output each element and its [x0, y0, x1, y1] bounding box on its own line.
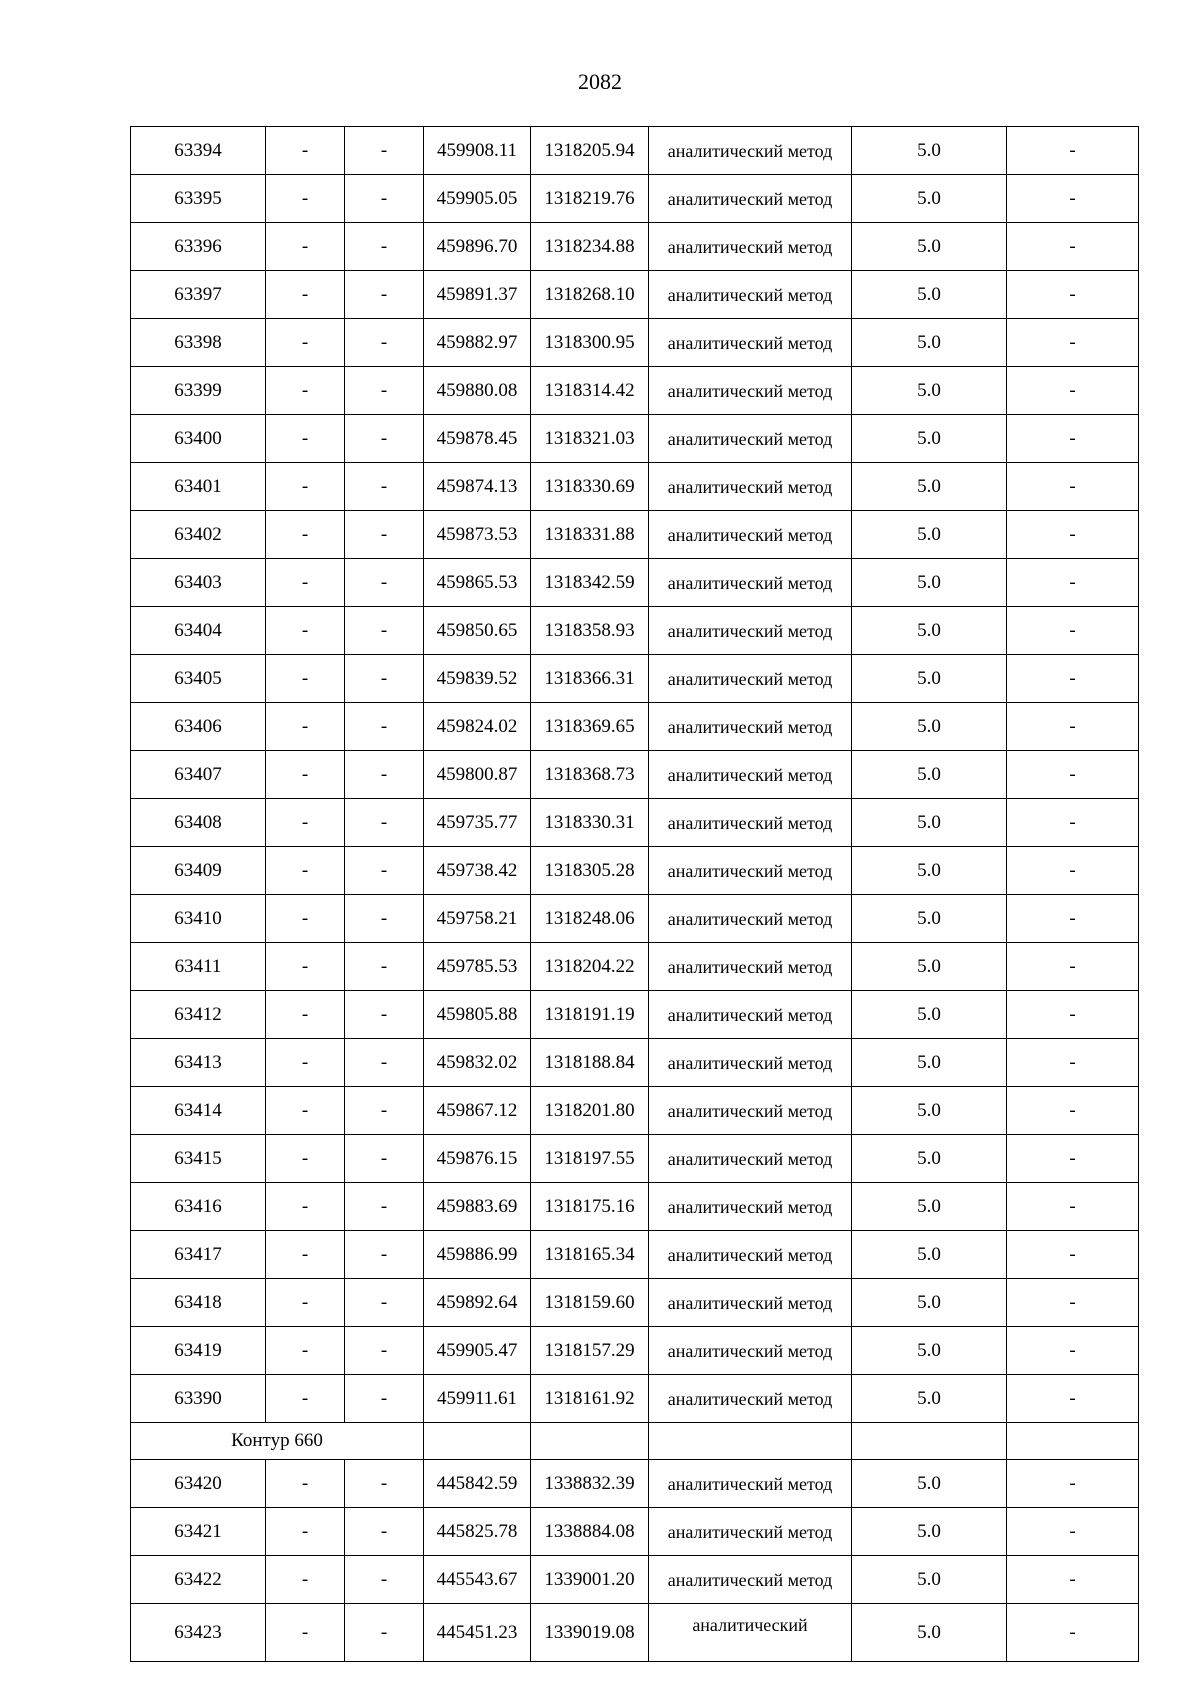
table-row: [131, 1556, 1139, 1604]
point-id-cell: 63402: [131, 511, 266, 559]
accuracy-cell: 5.0: [852, 223, 1007, 271]
y-coordinate-cell: 1318366.31: [531, 655, 649, 703]
dash-cell: -: [345, 703, 424, 751]
method-cell: аналитический метод: [649, 1231, 852, 1279]
dash-cell: -: [345, 1604, 424, 1662]
dash-cell: -: [345, 175, 424, 223]
table-row: [131, 127, 1139, 175]
table-row: [131, 367, 1139, 415]
method-cell: аналитический метод: [649, 1375, 852, 1423]
note-cell: -: [1007, 1556, 1139, 1604]
x-coordinate-cell: 445842.59: [424, 1460, 531, 1508]
dash-cell: -: [266, 1279, 345, 1327]
x-coordinate-cell: 459839.52: [424, 655, 531, 703]
x-coordinate-cell: 459882.97: [424, 319, 531, 367]
dash-cell: -: [266, 1375, 345, 1423]
dash-cell: -: [345, 415, 424, 463]
note-cell: -: [1007, 1279, 1139, 1327]
point-id-cell: 63422: [131, 1556, 266, 1604]
method-cell: аналитический метод: [649, 1087, 852, 1135]
x-coordinate-cell: 459911.61: [424, 1375, 531, 1423]
table-row: [131, 1375, 1139, 1423]
x-coordinate-cell: 459832.02: [424, 1039, 531, 1087]
table-row: [131, 511, 1139, 559]
method-cell: аналитический метод: [649, 703, 852, 751]
point-id-cell: 63403: [131, 559, 266, 607]
dash-cell: -: [345, 1508, 424, 1556]
point-id-cell: 63418: [131, 1279, 266, 1327]
x-coordinate-cell: 459867.12: [424, 1087, 531, 1135]
method-cell: аналитический метод: [649, 1183, 852, 1231]
dash-cell: -: [266, 559, 345, 607]
method-cell: аналитический метод: [649, 1135, 852, 1183]
empty-cell: [1007, 1423, 1139, 1460]
table-row: [131, 559, 1139, 607]
note-cell: -: [1007, 751, 1139, 799]
dash-cell: -: [345, 847, 424, 895]
table-row: [131, 1508, 1139, 1556]
y-coordinate-cell: 1318314.42: [531, 367, 649, 415]
x-coordinate-cell: 459880.08: [424, 367, 531, 415]
dash-cell: -: [266, 991, 345, 1039]
dash-cell: -: [266, 799, 345, 847]
accuracy-cell: 5.0: [852, 703, 1007, 751]
note-cell: -: [1007, 607, 1139, 655]
table-row: [131, 319, 1139, 367]
method-cell: аналитический метод: [649, 1039, 852, 1087]
y-coordinate-cell: 1318358.93: [531, 607, 649, 655]
table-row: [131, 223, 1139, 271]
accuracy-cell: 5.0: [852, 127, 1007, 175]
accuracy-cell: 5.0: [852, 1279, 1007, 1327]
point-id-cell: 63423: [131, 1604, 266, 1662]
point-id-cell: 63415: [131, 1135, 266, 1183]
dash-cell: -: [345, 1231, 424, 1279]
x-coordinate-cell: 459878.45: [424, 415, 531, 463]
table-row: [131, 271, 1139, 319]
dash-cell: -: [345, 223, 424, 271]
method-cell: аналитический метод: [649, 1508, 852, 1556]
point-id-cell: 63390: [131, 1375, 266, 1423]
y-coordinate-cell: 1318188.84: [531, 1039, 649, 1087]
dash-cell: -: [345, 655, 424, 703]
accuracy-cell: 5.0: [852, 271, 1007, 319]
y-coordinate-cell: 1318248.06: [531, 895, 649, 943]
x-coordinate-cell: 459883.69: [424, 1183, 531, 1231]
note-cell: -: [1007, 175, 1139, 223]
method-cell: аналитический метод: [649, 415, 852, 463]
dash-cell: -: [266, 1183, 345, 1231]
method-cell: аналитический метод: [649, 943, 852, 991]
note-cell: -: [1007, 559, 1139, 607]
x-coordinate-cell: 459758.21: [424, 895, 531, 943]
point-id-cell: 63416: [131, 1183, 266, 1231]
dash-cell: -: [266, 1039, 345, 1087]
method-cell: аналитический метод: [649, 895, 852, 943]
point-id-cell: 63409: [131, 847, 266, 895]
dash-cell: -: [345, 511, 424, 559]
accuracy-cell: 5.0: [852, 895, 1007, 943]
table-row: [131, 991, 1139, 1039]
point-id-cell: 63399: [131, 367, 266, 415]
y-coordinate-cell: 1318197.55: [531, 1135, 649, 1183]
method-cell: аналитический метод: [649, 223, 852, 271]
y-coordinate-cell: 1318305.28: [531, 847, 649, 895]
accuracy-cell: 5.0: [852, 799, 1007, 847]
note-cell: -: [1007, 463, 1139, 511]
dash-cell: -: [266, 1135, 345, 1183]
accuracy-cell: 5.0: [852, 1375, 1007, 1423]
dash-cell: -: [345, 1460, 424, 1508]
page-number: 2082: [578, 69, 622, 94]
dash-cell: -: [266, 1327, 345, 1375]
dash-cell: -: [266, 319, 345, 367]
x-coordinate-cell: 459824.02: [424, 703, 531, 751]
note-cell: -: [1007, 271, 1139, 319]
y-coordinate-cell: 1318204.22: [531, 943, 649, 991]
point-id-cell: 63408: [131, 799, 266, 847]
accuracy-cell: 5.0: [852, 1183, 1007, 1231]
note-cell: -: [1007, 1604, 1139, 1662]
note-cell: -: [1007, 367, 1139, 415]
dash-cell: -: [266, 271, 345, 319]
dash-cell: -: [266, 895, 345, 943]
point-id-cell: 63407: [131, 751, 266, 799]
table-row: [131, 751, 1139, 799]
table-row: [131, 1279, 1139, 1327]
accuracy-cell: 5.0: [852, 559, 1007, 607]
dash-cell: -: [345, 1556, 424, 1604]
table-row: [131, 1183, 1139, 1231]
accuracy-cell: 5.0: [852, 511, 1007, 559]
y-coordinate-cell: 1318157.29: [531, 1327, 649, 1375]
method-cell: аналитический метод: [649, 511, 852, 559]
accuracy-cell: 5.0: [852, 1039, 1007, 1087]
accuracy-cell: 5.0: [852, 175, 1007, 223]
table-row: [131, 415, 1139, 463]
dash-cell: -: [345, 799, 424, 847]
dash-cell: -: [266, 1508, 345, 1556]
point-id-cell: 63400: [131, 415, 266, 463]
table-row: [131, 463, 1139, 511]
dash-cell: -: [345, 895, 424, 943]
note-cell: -: [1007, 799, 1139, 847]
dash-cell: -: [345, 1375, 424, 1423]
method-cell: аналитический метод: [649, 1279, 852, 1327]
point-id-cell: 63421: [131, 1508, 266, 1556]
x-coordinate-cell: 459738.42: [424, 847, 531, 895]
y-coordinate-cell: 1318219.76: [531, 175, 649, 223]
accuracy-cell: 5.0: [852, 1135, 1007, 1183]
dash-cell: -: [345, 1135, 424, 1183]
accuracy-cell: 5.0: [852, 751, 1007, 799]
note-cell: -: [1007, 655, 1139, 703]
table-row: [131, 799, 1139, 847]
accuracy-cell: 5.0: [852, 847, 1007, 895]
y-coordinate-cell: 1318368.73: [531, 751, 649, 799]
x-coordinate-cell: 459873.53: [424, 511, 531, 559]
note-cell: -: [1007, 319, 1139, 367]
accuracy-cell: 5.0: [852, 1604, 1007, 1662]
point-id-cell: 63401: [131, 463, 266, 511]
method-cell: аналитический метод: [649, 463, 852, 511]
dash-cell: -: [266, 127, 345, 175]
point-id-cell: 63406: [131, 703, 266, 751]
y-coordinate-cell: 1318342.59: [531, 559, 649, 607]
note-cell: -: [1007, 1375, 1139, 1423]
table-row: [131, 175, 1139, 223]
point-id-cell: 63405: [131, 655, 266, 703]
dash-cell: -: [266, 463, 345, 511]
x-coordinate-cell: 459800.87: [424, 751, 531, 799]
empty-cell: [531, 1423, 649, 1460]
empty-cell: [424, 1423, 531, 1460]
dash-cell: -: [266, 1556, 345, 1604]
dash-cell: -: [266, 751, 345, 799]
table-row: [131, 1087, 1139, 1135]
method-cell: аналитический метод: [649, 607, 852, 655]
note-cell: -: [1007, 1183, 1139, 1231]
note-cell: -: [1007, 1508, 1139, 1556]
x-coordinate-cell: 459865.53: [424, 559, 531, 607]
y-coordinate-cell: 1318369.65: [531, 703, 649, 751]
x-coordinate-cell: 459892.64: [424, 1279, 531, 1327]
note-cell: -: [1007, 511, 1139, 559]
table-row: [131, 847, 1139, 895]
dash-cell: -: [266, 367, 345, 415]
empty-cell: [852, 1423, 1007, 1460]
method-cell: аналитический метод: [649, 991, 852, 1039]
accuracy-cell: 5.0: [852, 463, 1007, 511]
dash-cell: -: [345, 1087, 424, 1135]
dash-cell: -: [266, 607, 345, 655]
method-cell: аналитический метод: [649, 127, 852, 175]
y-coordinate-cell: 1318330.31: [531, 799, 649, 847]
x-coordinate-cell: 459896.70: [424, 223, 531, 271]
dash-cell: -: [345, 943, 424, 991]
note-cell: -: [1007, 1231, 1139, 1279]
note-cell: -: [1007, 1039, 1139, 1087]
section-header-row: [131, 1423, 1139, 1460]
table-body: [131, 127, 1139, 1662]
note-cell: -: [1007, 127, 1139, 175]
x-coordinate-cell: 445451.23: [424, 1604, 531, 1662]
table-row: [131, 1327, 1139, 1375]
accuracy-cell: 5.0: [852, 319, 1007, 367]
y-coordinate-cell: 1318201.80: [531, 1087, 649, 1135]
table-row: [131, 895, 1139, 943]
dash-cell: -: [345, 463, 424, 511]
y-coordinate-cell: 1318205.94: [531, 127, 649, 175]
dash-cell: -: [266, 943, 345, 991]
y-coordinate-cell: 1339019.08: [531, 1604, 649, 1662]
dash-cell: -: [266, 655, 345, 703]
x-coordinate-cell: 459886.99: [424, 1231, 531, 1279]
accuracy-cell: 5.0: [852, 415, 1007, 463]
x-coordinate-cell: 459891.37: [424, 271, 531, 319]
table-row: [131, 943, 1139, 991]
point-id-cell: 63412: [131, 991, 266, 1039]
accuracy-cell: 5.0: [852, 1327, 1007, 1375]
dash-cell: -: [345, 319, 424, 367]
accuracy-cell: 5.0: [852, 1556, 1007, 1604]
accuracy-cell: 5.0: [852, 991, 1007, 1039]
note-cell: -: [1007, 1087, 1139, 1135]
point-id-cell: 63419: [131, 1327, 266, 1375]
y-coordinate-cell: 1318268.10: [531, 271, 649, 319]
x-coordinate-cell: 459905.47: [424, 1327, 531, 1375]
method-cell: аналитический метод: [649, 847, 852, 895]
accuracy-cell: 5.0: [852, 943, 1007, 991]
x-coordinate-cell: 459785.53: [424, 943, 531, 991]
dash-cell: -: [345, 1327, 424, 1375]
method-cell: аналитический: [649, 1604, 852, 1662]
x-coordinate-cell: 459876.15: [424, 1135, 531, 1183]
table-row: [131, 1231, 1139, 1279]
note-cell: -: [1007, 991, 1139, 1039]
dash-cell: -: [266, 1231, 345, 1279]
dash-cell: -: [345, 1183, 424, 1231]
point-id-cell: 63410: [131, 895, 266, 943]
accuracy-cell: 5.0: [852, 367, 1007, 415]
dash-cell: -: [345, 607, 424, 655]
y-coordinate-cell: 1318191.19: [531, 991, 649, 1039]
y-coordinate-cell: 1338884.08: [531, 1508, 649, 1556]
point-id-cell: 63413: [131, 1039, 266, 1087]
method-cell: аналитический метод: [649, 1327, 852, 1375]
dash-cell: -: [345, 1039, 424, 1087]
point-id-cell: 63411: [131, 943, 266, 991]
method-cell: аналитический метод: [649, 1460, 852, 1508]
point-id-cell: 63398: [131, 319, 266, 367]
y-coordinate-cell: 1318161.92: [531, 1375, 649, 1423]
method-cell: аналитический метод: [649, 751, 852, 799]
accuracy-cell: 5.0: [852, 655, 1007, 703]
table-row: [131, 1039, 1139, 1087]
y-coordinate-cell: 1318175.16: [531, 1183, 649, 1231]
y-coordinate-cell: 1318234.88: [531, 223, 649, 271]
dash-cell: -: [266, 1604, 345, 1662]
y-coordinate-cell: 1318159.60: [531, 1279, 649, 1327]
point-id-cell: 63394: [131, 127, 266, 175]
dash-cell: -: [266, 1460, 345, 1508]
dash-cell: -: [345, 271, 424, 319]
point-id-cell: 63404: [131, 607, 266, 655]
note-cell: -: [1007, 847, 1139, 895]
point-id-cell: 63420: [131, 1460, 266, 1508]
table-row: [131, 607, 1139, 655]
table-row: [131, 655, 1139, 703]
empty-cell: [649, 1423, 852, 1460]
y-coordinate-cell: 1318321.03: [531, 415, 649, 463]
y-coordinate-cell: 1318331.88: [531, 511, 649, 559]
point-id-cell: 63417: [131, 1231, 266, 1279]
point-id-cell: 63395: [131, 175, 266, 223]
note-cell: -: [1007, 943, 1139, 991]
point-id-cell: 63396: [131, 223, 266, 271]
dash-cell: -: [345, 127, 424, 175]
coordinates-table: [130, 126, 1139, 1662]
dash-cell: -: [266, 703, 345, 751]
method-cell: аналитический метод: [649, 319, 852, 367]
y-coordinate-cell: 1338832.39: [531, 1460, 649, 1508]
point-id-cell: 63414: [131, 1087, 266, 1135]
dash-cell: -: [345, 751, 424, 799]
accuracy-cell: 5.0: [852, 1087, 1007, 1135]
table-row: [131, 1135, 1139, 1183]
note-cell: -: [1007, 1327, 1139, 1375]
note-cell: -: [1007, 703, 1139, 751]
x-coordinate-cell: 459735.77: [424, 799, 531, 847]
x-coordinate-cell: 459850.65: [424, 607, 531, 655]
method-cell: аналитический метод: [649, 655, 852, 703]
method-cell: аналитический метод: [649, 367, 852, 415]
y-coordinate-cell: 1339001.20: [531, 1556, 649, 1604]
x-coordinate-cell: 459908.11: [424, 127, 531, 175]
dash-cell: -: [345, 991, 424, 1039]
section-label: Контур 660: [131, 1423, 424, 1460]
note-cell: -: [1007, 223, 1139, 271]
y-coordinate-cell: 1318300.95: [531, 319, 649, 367]
dash-cell: -: [266, 1087, 345, 1135]
x-coordinate-cell: 445543.67: [424, 1556, 531, 1604]
accuracy-cell: 5.0: [852, 1508, 1007, 1556]
table-row: [131, 1460, 1139, 1508]
method-cell: аналитический метод: [649, 175, 852, 223]
note-cell: -: [1007, 895, 1139, 943]
dash-cell: -: [345, 1279, 424, 1327]
y-coordinate-cell: 1318330.69: [531, 463, 649, 511]
accuracy-cell: 5.0: [852, 607, 1007, 655]
method-cell: аналитический метод: [649, 799, 852, 847]
method-cell: аналитический метод: [649, 1556, 852, 1604]
note-cell: -: [1007, 1460, 1139, 1508]
x-coordinate-cell: 445825.78: [424, 1508, 531, 1556]
x-coordinate-cell: 459874.13: [424, 463, 531, 511]
note-cell: -: [1007, 1135, 1139, 1183]
dash-cell: -: [345, 559, 424, 607]
x-coordinate-cell: 459805.88: [424, 991, 531, 1039]
y-coordinate-cell: 1318165.34: [531, 1231, 649, 1279]
point-id-cell: 63397: [131, 271, 266, 319]
method-cell: аналитический метод: [649, 559, 852, 607]
dash-cell: -: [266, 175, 345, 223]
x-coordinate-cell: 459905.05: [424, 175, 531, 223]
dash-cell: -: [266, 847, 345, 895]
dash-cell: -: [266, 511, 345, 559]
dash-cell: -: [345, 367, 424, 415]
method-cell: аналитический метод: [649, 271, 852, 319]
table-row: [131, 703, 1139, 751]
accuracy-cell: 5.0: [852, 1460, 1007, 1508]
dash-cell: -: [266, 415, 345, 463]
table-row: [131, 1604, 1139, 1662]
note-cell: -: [1007, 415, 1139, 463]
accuracy-cell: 5.0: [852, 1231, 1007, 1279]
dash-cell: -: [266, 223, 345, 271]
